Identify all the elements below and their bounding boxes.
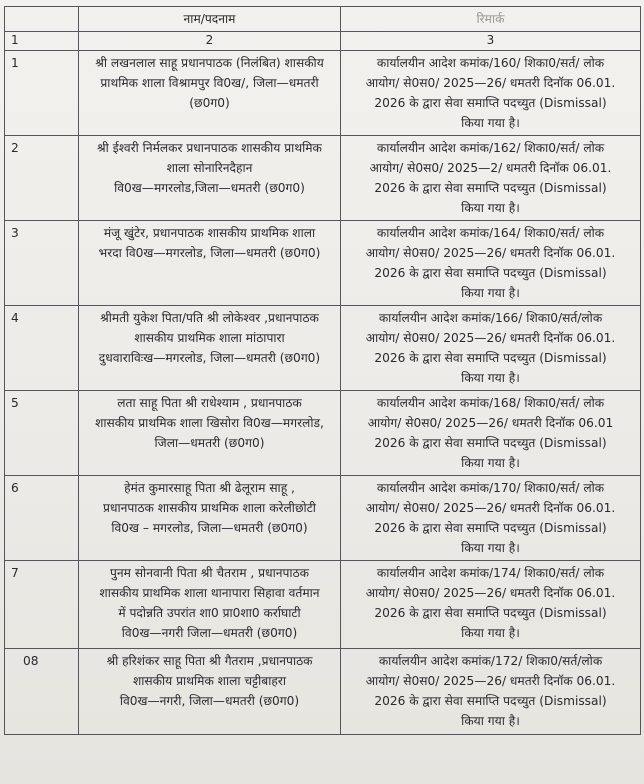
name-line: श्री हरिशंकर साहू पिता श्री गैतराम ,प्रधानपाठक bbox=[106, 654, 313, 668]
remark-cell bbox=[341, 306, 641, 391]
table-row bbox=[5, 306, 641, 391]
serial-number: 3 bbox=[5, 221, 79, 306]
remark-line: 2026 के द्वारा सेवा समाप्ति पदच्युत (Dismissal) bbox=[374, 606, 607, 620]
remark-line: किया गया है। bbox=[461, 456, 520, 470]
column-number-3: 3 bbox=[341, 32, 641, 51]
name-line: दुधवाराविःख—मगरलोड, जिला—धमतरी (छ0ग0) bbox=[98, 351, 321, 365]
serial-number: 2 bbox=[5, 136, 79, 221]
name-designation-cell bbox=[79, 561, 341, 649]
name-designation-cell bbox=[79, 136, 341, 221]
remark-cell bbox=[341, 136, 641, 221]
remark-line: किया गया है। bbox=[461, 371, 520, 385]
name-line: शासकीय प्राथमिक शाला थानापारा सिहावा वर्तमान bbox=[99, 586, 320, 600]
name-line: शासकीय प्राथमिक शाला खिसोरा वि0ख—मगरलोड, bbox=[95, 416, 324, 430]
name-line: लता साहू पिता श्री राधेश्याम , प्रधानपाठक bbox=[117, 396, 302, 410]
serial-number: 08 bbox=[5, 649, 79, 735]
remark-line: आयोग/ से0स0/ 2025—2/ धमतरी दिनॉक 06.01. bbox=[369, 161, 612, 175]
remark-line: किया गया है। bbox=[461, 116, 520, 130]
name-line: भरदा वि0ख—मगरलोड, जिला—धमतरी (छ0ग0) bbox=[98, 246, 321, 260]
remark-line: कार्यालयीन आदेश कमांक/160/ शिका0/सर्त/ लोक bbox=[376, 56, 605, 70]
header-remark: रिमार्क bbox=[341, 7, 641, 32]
table-row bbox=[5, 649, 641, 735]
remark-line: 2026 के द्वारा सेवा समाप्ति पदच्युत (Dismissal) bbox=[374, 521, 607, 535]
remark-line: कार्यालयीन आदेश कमांक/172/ शिका0/सर्त/लोक bbox=[378, 654, 603, 668]
remark-line: 2026 के द्वारा सेवा समाप्ति पदच्युत (Dismissal) bbox=[374, 694, 607, 708]
name-line: हेमंत कुमारसाहू पिता श्री ढेलूराम साहू , bbox=[124, 481, 295, 495]
name-line: वि0ख—मगरलोड,जिला—धमतरी (छ0ग0) bbox=[114, 181, 305, 195]
remark-line: आयोग/ से0स0/ 2025—26/ धमतरी दिनॉक 06.01. bbox=[365, 501, 616, 515]
remark-line: आयोग/ से0स0/ 2025—26/ धमतरी दिनॉक 06.01 bbox=[367, 416, 614, 430]
serial-number: 6 bbox=[5, 476, 79, 561]
table-row bbox=[5, 561, 641, 649]
remark-line: आयोग/ से0स0/ 2025—26/ धमतरी दिनॉक 06.01. bbox=[365, 246, 616, 260]
column-number-row bbox=[5, 32, 641, 51]
serial-number: 7 bbox=[5, 561, 79, 649]
name-line: प्राथमिक शाला विश्रामपुर वि0ख/, जिला—धमतरी bbox=[100, 76, 319, 90]
name-line: मंजू खुंटेर, प्रधानपाठक शासकीय प्राथमिक शाला bbox=[103, 226, 316, 240]
table-row bbox=[5, 221, 641, 306]
name-line: वि0ख—नगरी जिला—धमतरी (छ0ग0) bbox=[121, 626, 298, 640]
header-name-designation: नाम/पदनाम bbox=[79, 7, 341, 32]
name-line: शासकीय प्राथमिक शाला चट्टीबाहरा bbox=[132, 674, 287, 688]
table-row bbox=[5, 476, 641, 561]
name-line: पुनम सोनवानी पिता श्री चैतराम , प्रधानपाठक bbox=[109, 566, 310, 580]
remark-cell bbox=[341, 51, 641, 136]
name-line: में पदोन्नति उपरांत शा0 प्रा0शा0 कर्राघाटी bbox=[118, 606, 301, 620]
remark-line: कार्यालयीन आदेश कमांक/166/ शिका0/सर्त/लोक bbox=[378, 311, 603, 325]
name-designation-cell bbox=[79, 476, 341, 561]
remark-line: 2026 के द्वारा सेवा समाप्ति पदच्युत (Dismissal) bbox=[374, 96, 607, 110]
remark-line: कार्यालयीन आदेश कमांक/174/ शिका0/सर्त/ लोक bbox=[376, 566, 605, 580]
table-row bbox=[5, 51, 641, 136]
serial-number: 4 bbox=[5, 306, 79, 391]
remark-line: किया गया है। bbox=[461, 541, 520, 555]
name-line: शासकीय प्राथमिक शाला मांठापारा bbox=[134, 331, 285, 345]
remark-line: 2026 के द्वारा सेवा समाप्ति पदच्युत (Dismissal) bbox=[374, 436, 607, 450]
name-line: प्रधानपाठक शासकीय प्राथमिक शाला करेलीछोटी bbox=[103, 501, 316, 515]
name-line: श्री ईश्वरी निर्मलकर प्रधानपाठक शासकीय प्राथमिक bbox=[97, 141, 322, 155]
name-line: श्रीमती युकेश पिता/पति श्री लोकेश्वर ,प्रधानपाठक bbox=[100, 311, 319, 325]
remark-line: 2026 के द्वारा सेवा समाप्ति पदच्युत (Dismissal) bbox=[374, 351, 607, 365]
name-line: जिला—धमतरी (छ0ग0) bbox=[154, 436, 265, 450]
name-designation-cell bbox=[79, 649, 341, 735]
column-number-2: 2 bbox=[79, 32, 341, 51]
remark-line: 2026 के द्वारा सेवा समाप्ति पदच्युत (Dismissal) bbox=[374, 266, 607, 280]
remark-line: आयोग/ से0स0/ 2025—26/ धमतरी दिनॉक 06.01. bbox=[365, 76, 616, 90]
name-line: श्री लखनलाल साहू प्रधानपाठक (निलंबित) शासकीय bbox=[95, 56, 324, 70]
remark-line: किया गया है। bbox=[461, 626, 520, 640]
name-designation-cell bbox=[79, 51, 341, 136]
remark-line: कार्यालयीन आदेश कमांक/164/ शिका0/सर्त/ लोक bbox=[376, 226, 605, 240]
header-serial-cell bbox=[5, 7, 79, 32]
remark-line: आयोग/ से0स0/ 2025—26/ धमतरी दिनॉक 06.01. bbox=[365, 674, 616, 688]
remark-line: कार्यालयीन आदेश कमांक/168/ शिका0/सर्त/ लोक bbox=[376, 396, 605, 410]
remark-line: किया गया है। bbox=[461, 714, 520, 728]
remark-cell bbox=[341, 221, 641, 306]
remark-line: किया गया है। bbox=[461, 286, 520, 300]
remark-line: 2026 के द्वारा सेवा समाप्ति पदच्युत (Dismissal) bbox=[374, 181, 607, 195]
remark-cell bbox=[341, 391, 641, 476]
table-header-row bbox=[5, 7, 641, 32]
dismissal-table bbox=[4, 6, 641, 735]
table-row bbox=[5, 391, 641, 476]
name-designation-cell bbox=[79, 391, 341, 476]
column-number-1: 1 bbox=[5, 32, 79, 51]
remark-line: आयोग/ से0स0/ 2025—26/ धमतरी दिनॉक 06.01. bbox=[365, 586, 616, 600]
remark-line: कार्यालयीन आदेश कमांक/162/ शिका0/सर्त/ लोक bbox=[376, 141, 605, 155]
remark-cell bbox=[341, 476, 641, 561]
name-line: (छ0ग0) bbox=[189, 96, 230, 110]
name-designation-cell bbox=[79, 221, 341, 306]
remark-line: कार्यालयीन आदेश कमांक/170/ शिका0/सर्त/ लोक bbox=[376, 481, 605, 495]
remark-line: आयोग/ से0स0/ 2025—26/ धमतरी दिनॉक 06.01. bbox=[365, 331, 616, 345]
page-bottom-margin bbox=[0, 748, 644, 784]
name-designation-cell bbox=[79, 306, 341, 391]
serial-number: 1 bbox=[5, 51, 79, 136]
table-row bbox=[5, 136, 641, 221]
name-line: शाला सोनारिनदैहान bbox=[166, 161, 253, 175]
name-line: वि0ख – मगरलोड, जिला—धमतरी (छ0ग0) bbox=[111, 521, 308, 535]
remark-cell bbox=[341, 561, 641, 649]
remark-line: किया गया है। bbox=[461, 201, 520, 215]
remark-cell bbox=[341, 649, 641, 735]
serial-number: 5 bbox=[5, 391, 79, 476]
name-line: वि0ख—नगरी, जिला—धमतरी (छ0ग0) bbox=[119, 694, 300, 708]
